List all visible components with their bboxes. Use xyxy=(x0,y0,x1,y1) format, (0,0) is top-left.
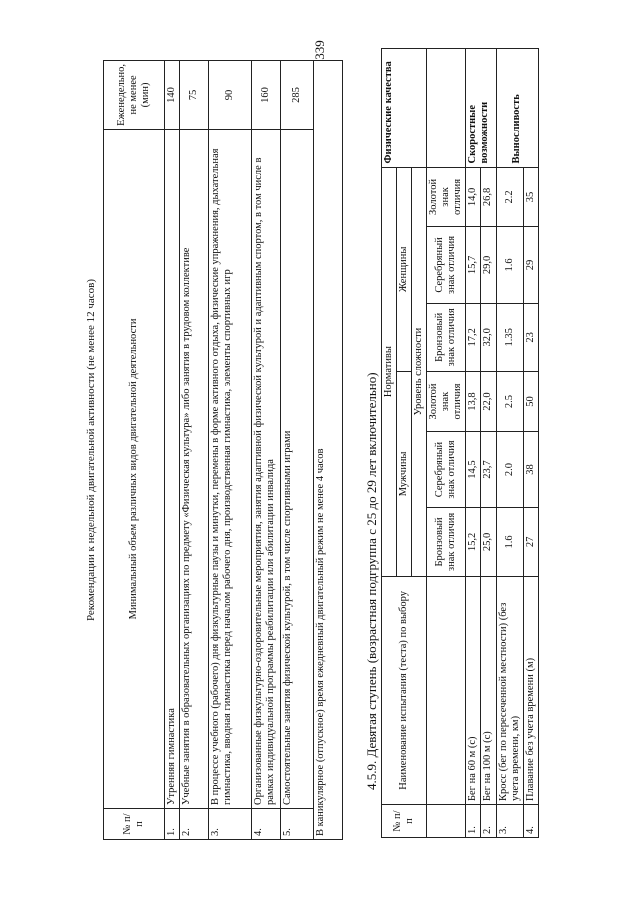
women-gold: 26,8 xyxy=(481,167,496,227)
row-no: 2. xyxy=(180,809,209,840)
row-activity: Учебные занятия в образовательных организациях по предмету «Физическая культура» либо занятия в трудовом коллективе xyxy=(180,129,209,808)
table-row xyxy=(165,61,180,840)
row-name: Бег на 60 м (с) xyxy=(466,576,481,804)
table-row xyxy=(481,49,496,838)
row-no: 2. xyxy=(481,805,496,838)
table-row xyxy=(523,49,538,838)
header-women: Женщины xyxy=(397,167,412,372)
quality-endurance: Выносливость xyxy=(496,49,538,168)
men-gold: 13,8 xyxy=(466,372,481,432)
header-level: Уровень сложности xyxy=(412,167,427,576)
table-row xyxy=(496,49,523,838)
header-no: № п/п xyxy=(104,809,165,840)
table-row xyxy=(466,49,481,838)
row-no: 4. xyxy=(523,805,538,838)
table-footer-row xyxy=(314,61,343,840)
row-activity: Утренняя гимнастика xyxy=(165,129,180,808)
table1-title: Рекомендации к недельной двигательной активности (не менее 12 часов) xyxy=(85,278,97,622)
row-minutes: 75 xyxy=(180,61,209,130)
page-number: 339 xyxy=(312,40,327,60)
row-name: Бег на 100 м (с) xyxy=(481,576,496,804)
women-gold: 35 xyxy=(523,167,538,227)
rotated-content xyxy=(75,50,575,850)
section-heading: 4.5.9. Девятая ступень (возрастная подгруппа с 25 до 29 лет включительно) xyxy=(364,372,379,790)
table-row xyxy=(252,61,281,840)
header-bronze: Бронзовый знак отличия xyxy=(427,303,466,372)
header-name: Наименование испытания (теста) по выбору xyxy=(382,576,427,804)
men-gold: 2.5 xyxy=(496,372,523,432)
row-minutes: 140 xyxy=(165,61,180,130)
men-gold: 50 xyxy=(523,372,538,432)
men-gold: 22,0 xyxy=(481,372,496,432)
men-bronze: 1.6 xyxy=(496,508,523,577)
men-silver: 14,5 xyxy=(466,431,481,507)
header-no: № п/п xyxy=(382,805,427,838)
row-minutes: 90 xyxy=(209,61,252,130)
row-no: 4. xyxy=(252,809,281,840)
men-silver: 38 xyxy=(523,431,538,507)
header-silver: Серебряный знак отличия xyxy=(427,227,466,303)
women-silver: 29 xyxy=(523,227,538,303)
women-gold: 2.2 xyxy=(496,167,523,227)
men-bronze: 15,2 xyxy=(466,508,481,577)
row-activity: Организованные физкультурно-оздоровительные мероприятия, занятия адаптивной физической культурой и адаптивным спортом, в том числе в рамках индивидуальной программы реабилитации или абилитации инвалида xyxy=(252,129,281,808)
row-no: 1. xyxy=(165,809,180,840)
row-name: Кросс (бег по пересеченной местности) (без учета времени, км) xyxy=(496,576,523,804)
header-minutes: Еженедельно, не менее (мин) xyxy=(104,61,165,130)
row-no: 1. xyxy=(466,805,481,838)
men-bronze: 27 xyxy=(523,508,538,577)
header-activity: Минимальный объем различных видов двигательной деятельности xyxy=(104,129,165,808)
women-bronze: 1.35 xyxy=(496,303,523,372)
quality-speed: Скоростные возможности xyxy=(466,49,496,168)
header-gold: Золотой знак отличия xyxy=(427,167,466,227)
header-men: Мужчины xyxy=(397,372,412,577)
women-gold: 14,0 xyxy=(466,167,481,227)
men-bronze: 25,0 xyxy=(481,508,496,577)
header-bronze: Бронзовый знак отличия xyxy=(427,508,466,577)
table-footer: В каникулярное (отпускное) время ежедневный двигательный режим не менее 4 часов xyxy=(314,61,343,840)
row-activity: В процессе учебного (рабочего) дня физкультурные паузы и минутки, перемены в форме активного отдыха, физические упражнения, дыхательная гимнастика, вводная гимнастика перед началом рабочего дня, производственная гимнастика, элементы спортивных игр xyxy=(209,129,252,808)
women-silver: 29,0 xyxy=(481,227,496,303)
normatives-table xyxy=(381,48,539,838)
table-row xyxy=(209,61,252,840)
row-no: 3. xyxy=(209,809,252,840)
header-gold: Золотой знак отличия xyxy=(427,372,466,432)
women-bronze: 23 xyxy=(523,303,538,372)
row-no: 3. xyxy=(496,805,523,838)
activity-table xyxy=(103,60,343,840)
header-qualities: Физические качества xyxy=(382,49,427,168)
men-silver: 23,7 xyxy=(481,431,496,507)
row-minutes: 160 xyxy=(252,61,281,130)
women-bronze: 32,0 xyxy=(481,303,496,372)
table-row xyxy=(180,61,209,840)
women-silver: 15,7 xyxy=(466,227,481,303)
row-minutes: 285 xyxy=(281,61,314,130)
header-normatives: Нормативы xyxy=(382,167,397,576)
table-header-row xyxy=(104,61,165,840)
row-name: Плавание без учета времени (м) xyxy=(523,576,538,804)
row-activity: Самостоятельные занятия физической культурой, в том числе спортивными играми xyxy=(281,129,314,808)
subheader-row xyxy=(427,49,466,838)
women-bronze: 17,2 xyxy=(466,303,481,372)
men-silver: 2.0 xyxy=(496,431,523,507)
header-silver: Серебряный знак отличия xyxy=(427,431,466,507)
table-row xyxy=(281,61,314,840)
row-no: 5. xyxy=(281,809,314,840)
women-silver: 1.6 xyxy=(496,227,523,303)
